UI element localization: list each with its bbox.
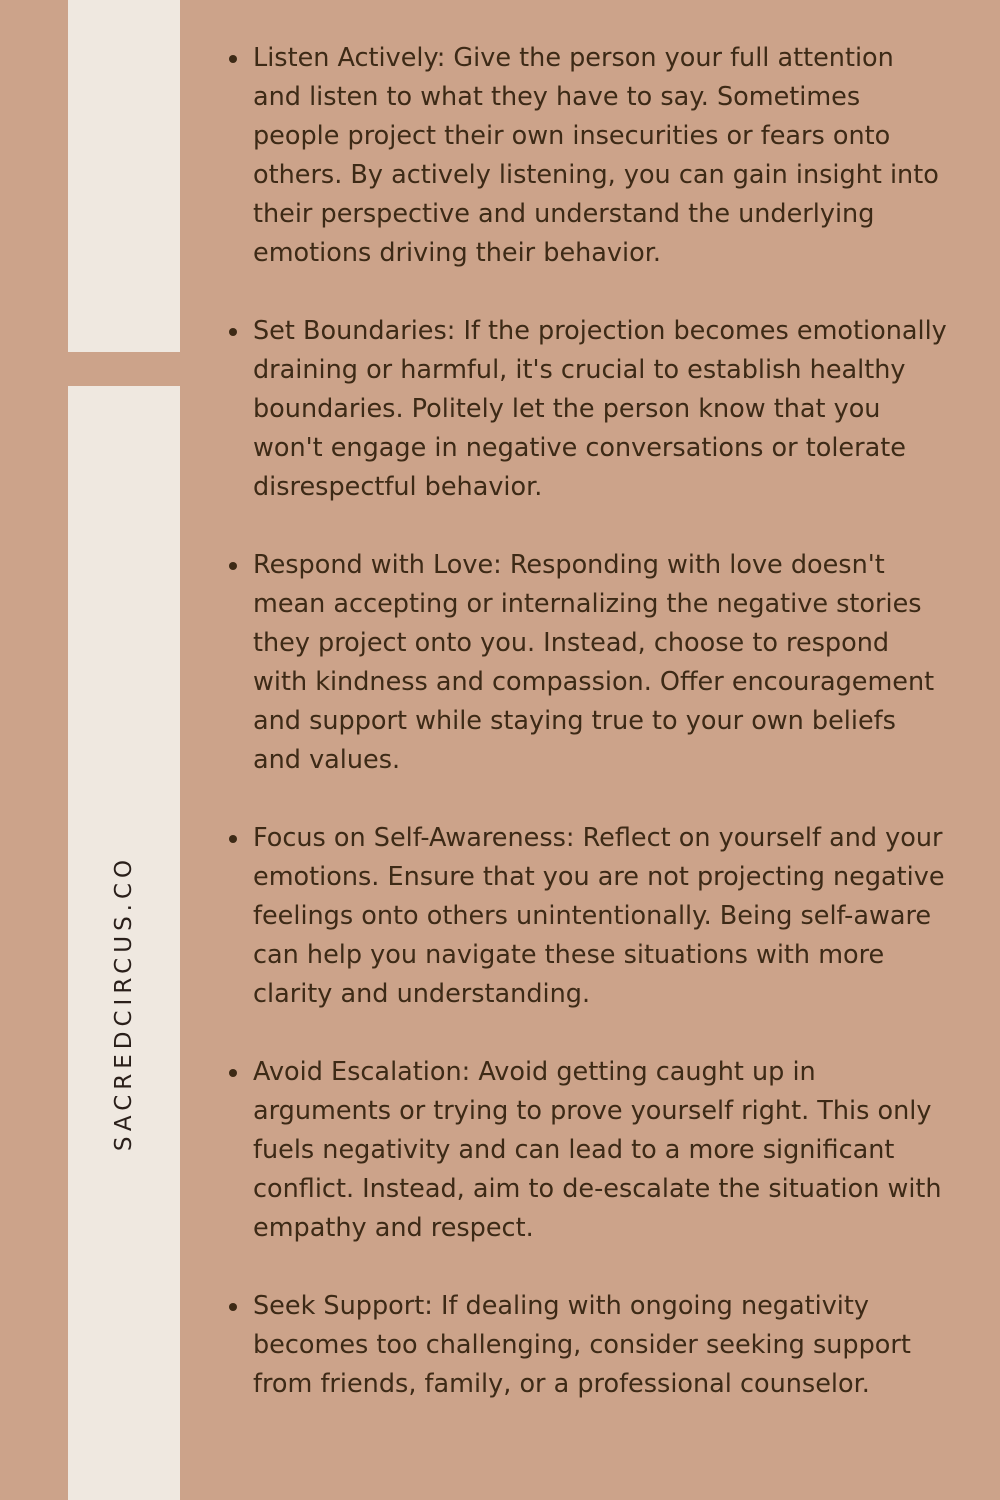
tips-list bbox=[228, 39, 948, 1443]
tip-respond-with-love: Respond with Love: Responding with love doesn't mean accepting or internalizing the negative stories they project onto you. Instead, choose to respond with kindness and compassion. Offer encouragement and support while staying true to your own beliefs and values. bbox=[228, 546, 948, 780]
side-panel-top bbox=[68, 0, 180, 352]
tip-listen-actively: Listen Actively: Give the person your full attention and listen to what they have to say. Sometimes people project their own insecurities or fears onto others. By actively listening, you can gain insight into their perspective and understand the underlying emotions driving their behavior. bbox=[228, 39, 948, 273]
tip-set-boundaries: Set Boundaries: If the projection becomes emotionally draining or harmful, it's crucial to establish healthy boundaries. Politely let the person know that you won't engage in negative conversations or tolerate disrespectful behavior. bbox=[228, 312, 948, 507]
tip-avoid-escalation: Avoid Escalation: Avoid getting caught up in arguments or trying to prove yourself right. This only fuels negativity and can lead to a more significant conflict. Instead, aim to de-escalate the situation with empathy and respect. bbox=[228, 1053, 948, 1248]
brand-watermark: SACREDCIRCUS.CO bbox=[111, 854, 137, 1152]
tip-seek-support: Seek Support: If dealing with ongoing negativity becomes too challenging, consider seeking support from friends, family, or a professional counselor. bbox=[228, 1287, 948, 1404]
tip-self-awareness: Focus on Self-Awareness: Reflect on yourself and your emotions. Ensure that you are not projecting negative feelings onto others unintentionally. Being self-aware can help you navigate these situations with more clarity and understanding. bbox=[228, 819, 948, 1014]
